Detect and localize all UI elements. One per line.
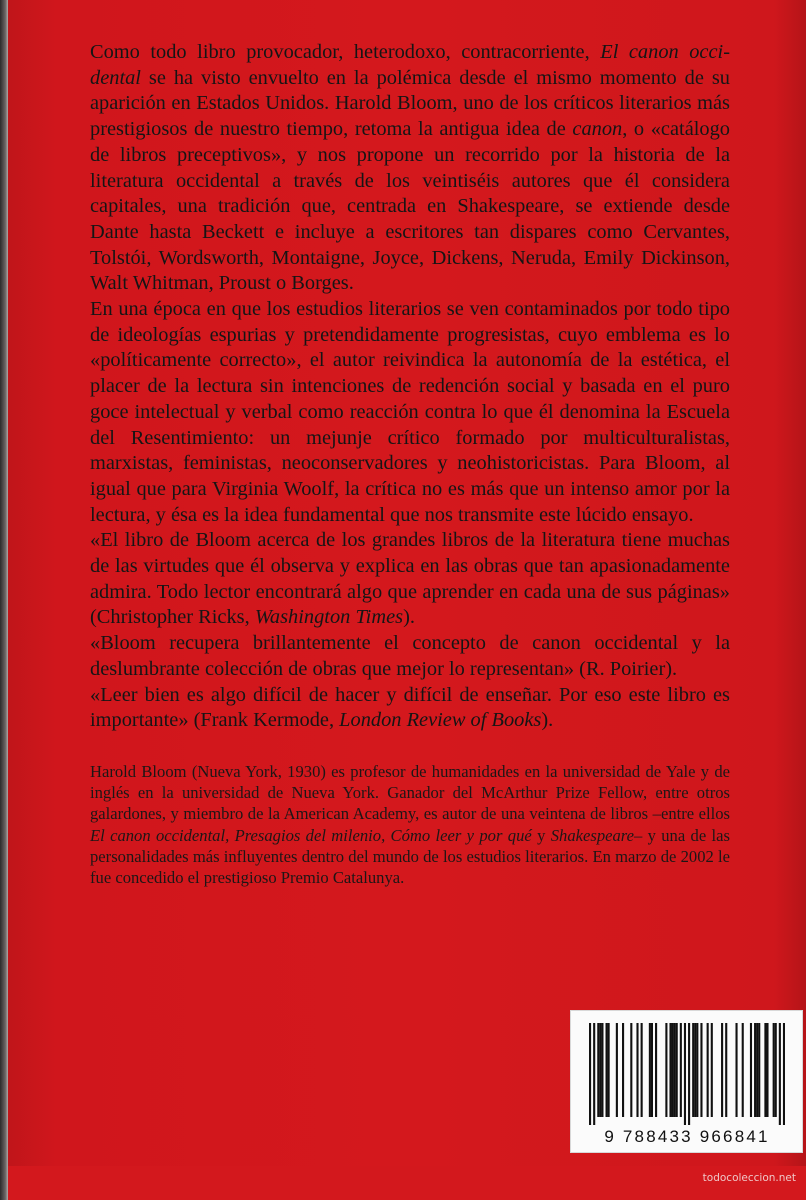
barcode-bar <box>694 1023 696 1117</box>
barcode-bar <box>606 1023 608 1117</box>
barcode-bar <box>688 1023 690 1125</box>
barcode-bar <box>669 1023 671 1117</box>
author-bio: Harold Bloom (Nueva York, 1930) es profesor de humanidades en la universidad de Yale y de inglés en la universidad de Nueva York. Ganador del McArthur Prize Fellow, entre otros galardones, y miembro de la American Academy, es autor de una veintena de libros –entre ellos El canon occidental, Presagios del milenio, Cómo leer y por qué y Shakespeare– y una de las personalidades más influyentes dentro del mundo de los estudios literarios. En marzo de 2002 le fue concedido el prestigioso Premio Catalunya. <box>90 761 730 887</box>
barcode-bar <box>597 1023 599 1117</box>
barcode-bar <box>616 1023 618 1117</box>
barcode-bar <box>758 1023 760 1117</box>
barcode-bar <box>725 1023 727 1117</box>
isbn-barcode <box>570 1010 803 1153</box>
watermark: todocoleccion.net <box>702 1172 796 1184</box>
barcode-bar <box>593 1023 595 1125</box>
barcode-bar <box>674 1023 676 1117</box>
bio-titles-italic: El canon occidental, Presagios del milenio, Cómo leer y por qué <box>90 825 532 845</box>
barcode-bar <box>608 1023 610 1117</box>
barcode-bar <box>655 1023 657 1117</box>
barcode-bar <box>636 1023 638 1117</box>
barcode-bar <box>680 1023 682 1117</box>
barcode-bar <box>599 1023 601 1117</box>
barcode-bar <box>692 1023 694 1117</box>
barcode-bar <box>707 1023 709 1117</box>
barcode-bar <box>735 1023 737 1117</box>
barcode-bar <box>696 1023 698 1117</box>
barcode-bar <box>764 1023 766 1117</box>
barcode-bar <box>651 1023 653 1117</box>
cover-bottom-strip <box>8 1166 806 1200</box>
blurb-paragraph-1: Como todo libro provocador, heterodoxo, contracorriente, El canon occi- dental se ha visto envuelto en la polémica desde el mismo momento de su aparición en Estados Unidos. Harold Bloom, uno de los críticos literarios más prestigiosos de nuestro tiempo, retoma la antigua idea de canon, o «catálogo de libros preceptivos», y nos propone un recorrido por la historia de la literatura occidental a través de los veintiséis autores que él considera capitales, una tradición que, centrada en Shakespeare, se extiende desde Dante hasta Beckett e incluye a escritores tan dispares como Cervantes, Tolstói, Wordsworth, Montaigne, Joyce, Dickens, Neruda, Emily Dickinson, Walt Whitman, Proust o Borges. <box>90 41 730 295</box>
barcode-bar <box>775 1023 777 1117</box>
barcode-digits: 9 788433 966841 <box>604 1127 770 1146</box>
barcode-bar <box>783 1023 785 1125</box>
review-quote-poirier: «Bloom recupera brillantemente el concepto de canon occidental y la deslumbrante colección de obras que mejor lo representan» (R. Poirier). <box>90 632 730 680</box>
review-quote-ricks: «El libro de Bloom acerca de los grandes libros de la literatura tiene muchas de las virtudes que él observa y explica en las obras que tan apasionadamente admira. Todo lector encontrará algo que aprender en cada una de sus páginas» (Christopher Ricks, Washington Times). <box>90 529 730 629</box>
barcode-bar <box>649 1023 651 1117</box>
barcode-bar <box>756 1023 758 1117</box>
barcode-bar <box>750 1023 752 1117</box>
bio-shakespeare-italic: Shakespeare <box>550 825 634 845</box>
barcode-bar <box>589 1023 591 1125</box>
review-quote-kermode: «Leer bien es algo difícil de hacer y difícil de enseñar. Por eso este libro es importante» (Frank Kermode, London Review of Books). <box>90 683 730 732</box>
canon-italic: canon <box>572 118 623 141</box>
barcode-bar <box>622 1023 624 1117</box>
barcode-bars <box>589 1023 785 1125</box>
barcode-bar <box>684 1023 686 1125</box>
barcode-bar <box>754 1023 756 1117</box>
barcode-bar <box>779 1023 781 1125</box>
barcode-bar <box>601 1023 603 1117</box>
barcode-bar <box>676 1023 678 1117</box>
book-title-italic: El canon occi- dental <box>90 41 730 89</box>
blurb-paragraph-2: En una época en que los estudios literarios se ven contaminados por todo tipo de ideologías espurias y pretendidamente progresistas, cuyo emblema es lo «políticamente correcto», el autor reivindica la autonomía de la estética, el placer de la lectura sin intenciones de redención social y basada en el puro goce intelectual y verbal como reacción contra lo que él denomina la Escuela del Resentimiento: un mejunje crítico formado por multiculturalistas, marxistas, feministas, neoconservadores y neohistoricistas. Para Bloom, al igual que para Virginia Woolf, la crítica no es más que un intenso amor por la lectura, y ésa es la idea fundamental que nos transmite este lúcido ensayo. <box>90 298 730 526</box>
blurb-text <box>90 40 730 888</box>
barcode-bar <box>672 1023 674 1117</box>
barcode-bar <box>766 1023 768 1117</box>
barcode-bar <box>711 1023 713 1117</box>
barcode-bar <box>630 1023 632 1117</box>
barcode-bar <box>742 1023 744 1117</box>
barcode-bar <box>721 1023 723 1117</box>
barcode-bar <box>700 1023 702 1117</box>
source-london-review: London Review of Books <box>339 709 542 732</box>
barcode-bar <box>641 1023 643 1117</box>
source-washington-times: Washington Times <box>254 606 404 629</box>
barcode-bar <box>773 1023 775 1117</box>
barcode-bar <box>665 1023 667 1117</box>
